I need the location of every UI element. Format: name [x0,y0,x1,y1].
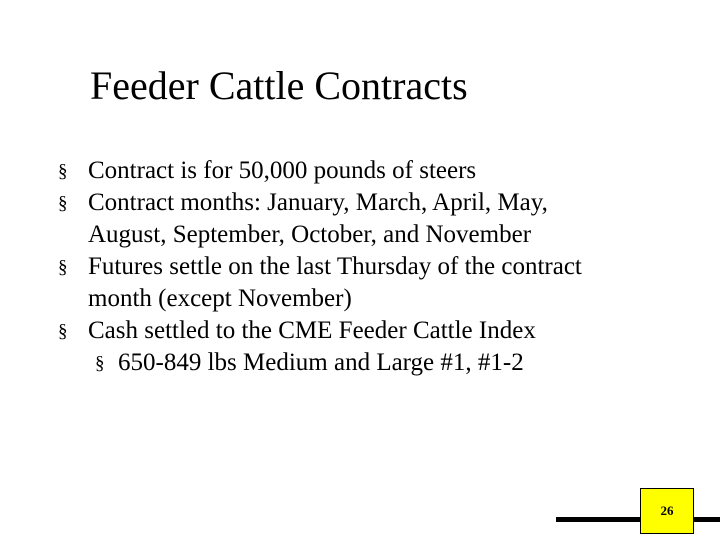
bullet-text: Cash settled to the CME Feeder Cattle Index [88,317,536,344]
bullet-item [0,155,720,187]
sub-bullet-text: 650-849 lbs Medium and Large #1, #1-2 [118,349,524,376]
bullet-item [0,251,720,315]
bullet-text: Futures settle on the last Thursday of the contract [88,253,582,280]
sub-bullet-item [0,347,720,379]
bullet-text-continued: August, September, October, and November [88,221,532,248]
slide-title: Feeder Cattle Contracts [90,63,468,108]
bullet-marker-icon: § [58,193,68,214]
bullet-item [0,315,720,347]
footer-bar [556,517,720,522]
page-number-badge [640,488,694,534]
bullet-text-continued: month (except November) [88,285,352,312]
bullet-marker-icon: § [58,161,68,182]
page-number: 26 [660,503,674,518]
bullet-list [0,155,720,379]
bullet-marker-icon: § [58,257,68,278]
bullet-marker-icon: § [95,353,105,374]
bullet-text: Contract is for 50,000 pounds of steers [88,157,477,184]
bullet-marker-icon: § [58,321,68,342]
bullet-item [0,187,720,251]
bullet-text: Contract months: January, March, April, May, [88,189,548,216]
